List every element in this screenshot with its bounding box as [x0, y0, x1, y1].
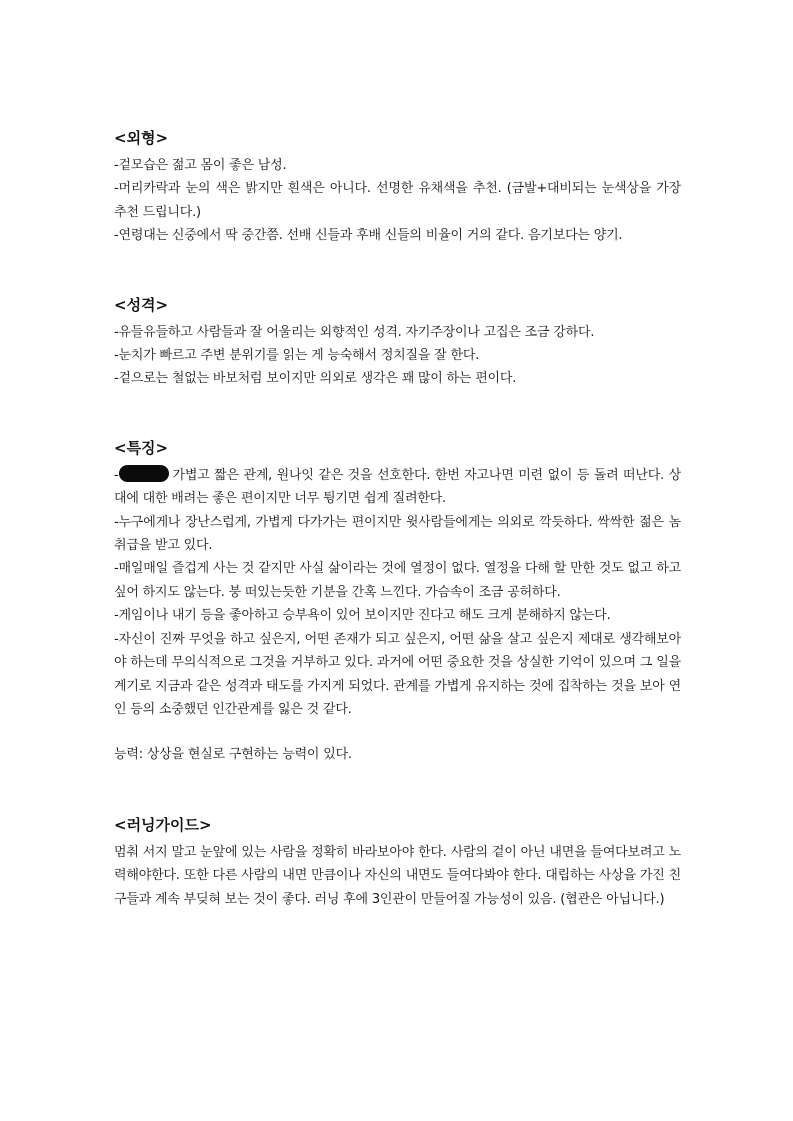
ability-line: 능력: 상상을 현실로 구현하는 능력이 있다.	[114, 747, 352, 763]
traits-line: -자신이 진짜 무엇을 하고 싶은지, 어떤 존재가 되고 싶은지, 어떤 삶을 살고 싶은지 제대로 생각해보아야 하는데 무의식적으로 그것을 거부하고 있다. 과거에 어떤 중요한 것을 상실한 기억이 있으며 그 일을 계기로 지금과 같은 성격과 태도를 가지게 되었다. 관계를 가볍게 유지하는 것에 집착하는 것을 보아 연인 등의 소중했던 인간관계를 잃은 것 같다.	[114, 631, 681, 717]
traits-line-dash: -	[114, 467, 119, 483]
personality-section	[114, 293, 681, 391]
personality-line: -겉으로는 철없는 바보처럼 보이지만 의외로 생각은 꽤 많이 하는 편이다.	[114, 371, 517, 387]
personality-heading: <성격>	[114, 295, 169, 314]
traits-line-text: 가볍고 짧은 관계, 원나잇 같은 것을 선호한다. 한번 자고나면 미련 없이 등 돌려 떠난다. 상대에 대한 배려는 좋은 편이지만 너무 튕기면 쉽게 질려한다.	[114, 467, 681, 507]
traits-line	[114, 464, 681, 511]
traits-line: -매일매일 즐겁게 사는 것 같지만 사실 삶이라는 것에 열정이 없다. 열정을 다해 할 만한 것도 없고 하고 싶어 하지도 않는다. 붕 떠있는듯한 기분을 간혹 느낀다. 가슴속이 조금 공허하다.	[114, 561, 681, 600]
personality-line: -눈치가 빠르고 주변 분위기를 읽는 게 능숙해서 정치질을 잘 한다.	[114, 348, 480, 364]
traits-section	[114, 436, 681, 767]
appearance-line: -연령대는 신중에서 딱 중간쯤. 선배 신들과 후배 신들의 비율이 거의 같다. 음기보다는 양기.	[114, 228, 623, 244]
guide-section	[114, 813, 681, 911]
document-page	[114, 126, 681, 911]
appearance-line: -머리카락과 눈의 색은 밝지만 흰색은 아니다. 선명한 유채색을 추천. (금발+대비되는 눈색상을 가장 추천 드립니다.)	[114, 181, 681, 220]
appearance-heading: <외형>	[114, 129, 169, 147]
traits-line: -게임이나 내기 등을 좋아하고 승부욕이 있어 보이지만 진다고 해도 크게 분해하지 않는다.	[114, 608, 611, 624]
personality-line: -유들유들하고 사람들과 잘 어울리는 외향적인 성격. 자기주장이나 고집은 조금 강하다.	[114, 324, 595, 340]
redaction-mark	[119, 465, 169, 482]
appearance-line: -겉모습은 젊고 몸이 좋은 남성.	[114, 158, 287, 173]
guide-text: 멈춰 서지 말고 눈앞에 있는 사람을 정확히 바라보아야 한다. 사람의 겉이 아닌 내면을 들여다보려고 노력해야한다. 또한 다른 사람의 내면 만큼이나 자신의 내면도 들여다봐야 한다. 대립하는 사상을 가진 친구들과 계속 부딪혀 보는 것이 좋다. 러닝 후에 3인관이 만들어질 가능성이 있음. (협관은 아닙니다.)	[114, 844, 681, 907]
appearance-section	[114, 126, 681, 248]
traits-heading: <특징>	[114, 438, 169, 457]
guide-heading: <러닝가이드>	[114, 815, 212, 834]
traits-line: -누구에게나 장난스럽게, 가볍게 다가가는 편이지만 윗사람들에게는 의외로 깍듯하다. 싹싹한 젊은 놈 취급을 받고 있다.	[114, 514, 681, 554]
